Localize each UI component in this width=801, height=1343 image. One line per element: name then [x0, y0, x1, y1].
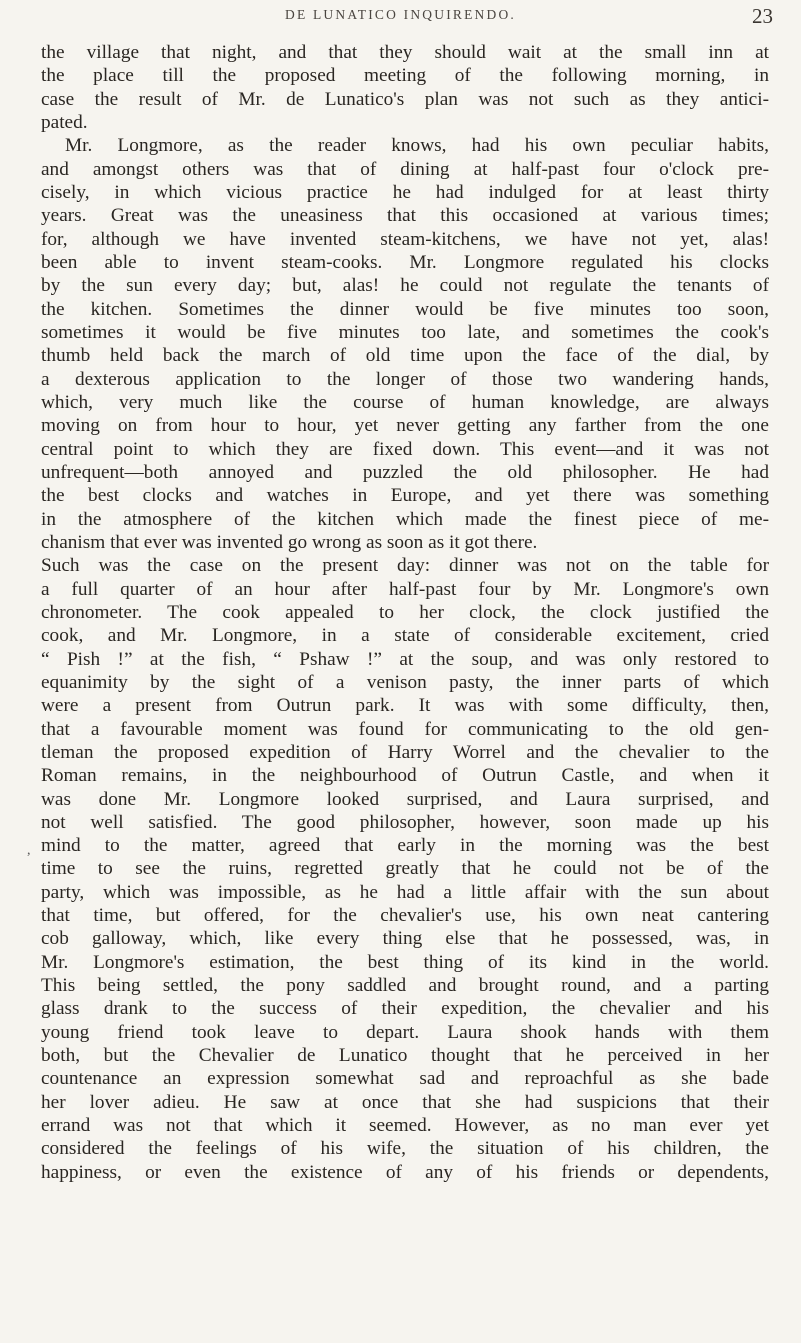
text-line: unfrequent—both annoyed and puzzled the old philosopher. He had: [41, 461, 769, 483]
text-line: mind to the matter, agreed that early in the morning was the best: [41, 835, 769, 857]
text-line: that time, but offered, for the chevalier's use, his own neat cantering: [41, 905, 769, 927]
text-line: young friend took leave to depart. Laura shook hands with them: [41, 1021, 769, 1043]
running-title: DE LUNATICO INQUIRENDO.: [285, 7, 516, 22]
text-line: was done Mr. Longmore looked surprised, and Laura surprised, and: [41, 788, 769, 810]
text-line: “ Pish !” at the fish, “ Pshaw !” at the soup, and was only restored to: [41, 648, 769, 670]
text-line: that a favourable moment was found for communicating to the old gen-: [41, 718, 769, 740]
text-line: pated.: [41, 111, 88, 133]
text-line: cob galloway, which, like every thing else that he possessed, was, in: [41, 928, 769, 950]
text-line: central point to which they are fixed down. This event—and it was not: [41, 438, 769, 460]
text-line: errand was not that which it seemed. However, as no man ever yet: [41, 1115, 769, 1137]
text-line: moving on from hour to hour, yet never getting any farther from the one: [41, 415, 769, 437]
page-number: 23: [752, 4, 773, 28]
text-line: Mr. Longmore, as the reader knows, had his own peculiar habits,: [65, 135, 769, 157]
body-text: [41, 41, 769, 1184]
text-line: This being settled, the pony saddled and brought round, and a parting: [41, 975, 769, 997]
text-line: chanism that ever was invented go wrong as soon as it got there.: [41, 531, 538, 553]
text-line: chronometer. The cook appealed to her clock, the clock justified the: [41, 601, 769, 623]
text-line: not well satisfied. The good philosopher, however, soon made up his: [41, 811, 769, 833]
text-line: equanimity by the sight of a venison pasty, the inner parts of which: [41, 671, 769, 693]
text-line: thumb held back the march of old time upon the face of the dial, by: [41, 345, 769, 367]
text-line: Mr. Longmore's estimation, the best thing of its kind in the world.: [41, 951, 769, 973]
text-line: cook, and Mr. Longmore, in a state of considerable excitement, cried: [41, 625, 769, 647]
text-line: Roman remains, in the neighbourhood of Outrun Castle, and when it: [41, 765, 769, 787]
text-line: for, although we have invented steam-kitchens, we have not yet, alas!: [41, 228, 769, 250]
text-line: years. Great was the uneasiness that this occasioned at various times;: [41, 205, 769, 227]
running-head: [0, 4, 801, 28]
text-line: which, very much like the course of human knowledge, are always: [41, 391, 769, 413]
text-line: happiness, or even the existence of any of his friends or dependents,: [41, 1161, 769, 1183]
text-line: considered the feelings of his wife, the situation of his children, the: [41, 1138, 769, 1160]
text-line: countenance an expression somewhat sad and reproachful as she bade: [41, 1068, 769, 1090]
text-line: in the atmosphere of the kitchen which made the finest piece of me-: [41, 508, 769, 530]
text-line: the place till the proposed meeting of the following morning, in: [41, 65, 769, 87]
text-line: case the result of Mr. de Lunatico's plan was not such as they antici-: [41, 88, 769, 110]
text-line: her lover adieu. He saw at once that she had suspicions that their: [41, 1091, 769, 1113]
text-line: a dexterous application to the longer of those two wandering hands,: [41, 368, 769, 390]
text-line: tleman the proposed expedition of Harry Worrel and the chevalier to the: [41, 741, 769, 763]
text-line: the village that night, and that they should wait at the small inn at: [41, 42, 769, 63]
text-line: the best clocks and watches in Europe, and yet there was something: [41, 485, 769, 507]
text-line: cisely, in which vicious practice he had indulged for at least thirty: [41, 181, 769, 203]
text-line: Such was the case on the present day: dinner was not on the table for: [41, 555, 769, 577]
text-line: both, but the Chevalier de Lunatico thought that he perceived in her: [41, 1045, 769, 1067]
text-line: been able to invent steam-cooks. Mr. Longmore regulated his clocks: [41, 251, 769, 273]
text-line: the kitchen. Sometimes the dinner would be five minutes too soon,: [41, 298, 769, 320]
text-line: time to see the ruins, regretted greatly that he could not be of the: [41, 858, 769, 880]
text-line: a full quarter of an hour after half-past four by Mr. Longmore's own: [41, 578, 769, 600]
margin-mark: ,: [27, 843, 31, 858]
text-line: were a present from Outrun park. It was with some difficulty, then,: [41, 695, 769, 717]
text-line: sometimes it would be five minutes too late, and sometimes the cook's: [41, 321, 769, 343]
text-line: glass drank to the success of their expedition, the chevalier and his: [41, 998, 769, 1020]
text-line: by the sun every day; but, alas! he could not regulate the tenants of: [41, 275, 769, 297]
text-line: party, which was impossible, as he had a little affair with the sun about: [41, 881, 769, 903]
text-line: and amongst others was that of dining at half-past four o'clock pre-: [41, 158, 769, 180]
